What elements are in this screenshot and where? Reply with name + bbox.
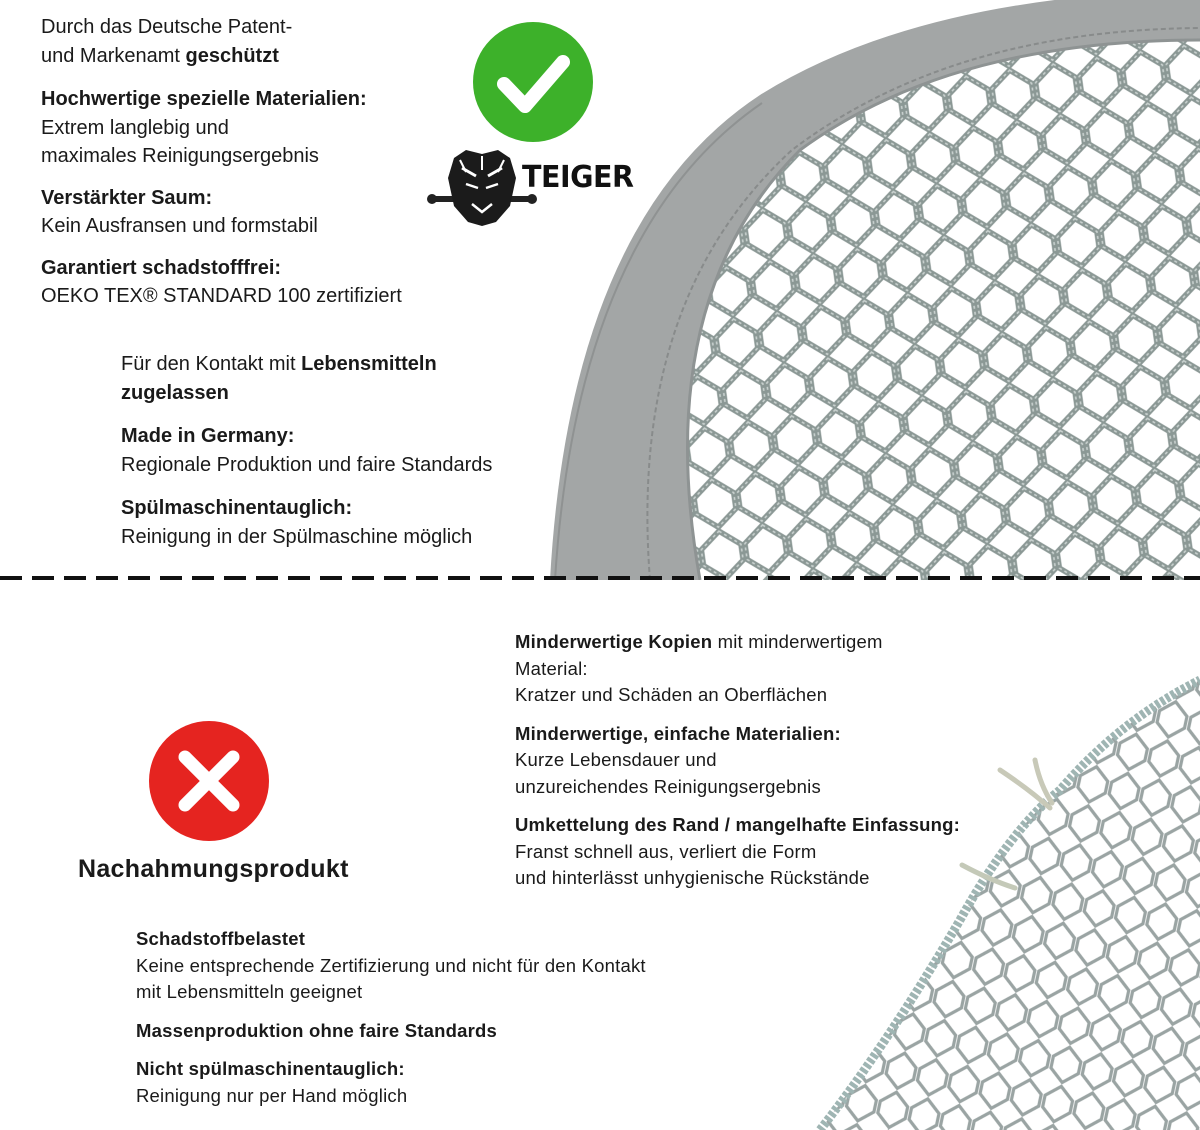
flaw-pollutant-line: mit Lebensmitteln geeignet (136, 981, 363, 1002)
genuine-features-primary (41, 13, 402, 311)
imitation-flaws-secondary (136, 926, 646, 1109)
feature-germany-line: Regionale Produktion und faire Standards (121, 453, 493, 476)
flaw-pollutant-line: Keine entsprechende Zertifizierung und nicht für den Kontakt (136, 954, 646, 976)
imitation-flaws-primary (515, 629, 960, 892)
brand-name: TEIGER (522, 160, 634, 195)
feature-dishwasher-title: Spülmaschinentauglich: (121, 497, 353, 519)
copies-line: Material: (515, 657, 588, 679)
feature-safe-line: OEKO TEX® STANDARD 100 zertifiziert (41, 285, 402, 307)
feature-materials-line: Extrem langlebig und (41, 116, 229, 139)
imitation-title: Nachahmungsprodukt (78, 855, 349, 883)
flaw-massproduction-title: Massenproduktion ohne faire Standards (136, 1019, 498, 1041)
flaw-pollutant-title: Schadstoffbelastet (136, 928, 306, 949)
feature-seam-line: Kein Ausfransen und formstabil (41, 215, 318, 237)
feature-materials-line: maximales Reinigungsergebnis (41, 145, 319, 167)
cross-icon (148, 720, 270, 842)
flaw-edge-line: und hinterlässt unhygienische Rückstände (515, 867, 870, 888)
section-divider (0, 570, 1200, 586)
flaw-dishwasher-line: Reinigung nur per Hand möglich (136, 1084, 408, 1106)
feature-seam-title: Verstärkter Saum: (41, 186, 213, 209)
feature-materials-title: Hochwertige spezielle Materialien: (41, 88, 367, 110)
feature-safe-title: Garantiert schadstofffrei: (41, 256, 282, 279)
flaw-edge-line: Franst schnell aus, verliert die Form (515, 840, 817, 862)
mesh-pad-genuine-image (540, 0, 1200, 580)
flaw-materials-line: unzureichendes Reinigungsergebnis (515, 775, 821, 797)
genuine-features-secondary (121, 350, 492, 551)
patent-line-2: und Markenamt geschützt (41, 44, 279, 67)
flaw-materials-line: Kurze Lebensdauer und (515, 749, 717, 770)
flaw-edge-title: Umkettelung des Rand / mangelhafte Einfassung: (515, 814, 961, 835)
copies-line: Kratzer und Schäden an Oberflächen (515, 684, 828, 705)
flaw-dishwasher-title: Nicht spülmaschinentauglich: (136, 1058, 405, 1079)
patent-line-1: Durch das Deutsche Patent- (41, 16, 293, 38)
copies-line: Minderwertige Kopien mit minderwertigem (515, 631, 883, 652)
feature-germany-title: Made in Germany: (121, 425, 295, 447)
feature-dishwasher-line: Reinigung in der Spülmaschine möglich (121, 525, 473, 548)
food-contact-line-2: zugelassen (121, 381, 229, 404)
checkmark-icon (471, 20, 595, 144)
flaw-materials-title: Minderwertige, einfache Materialien: (515, 722, 841, 744)
food-contact-line-1: Für den Kontakt mit Lebensmitteln (121, 353, 437, 375)
